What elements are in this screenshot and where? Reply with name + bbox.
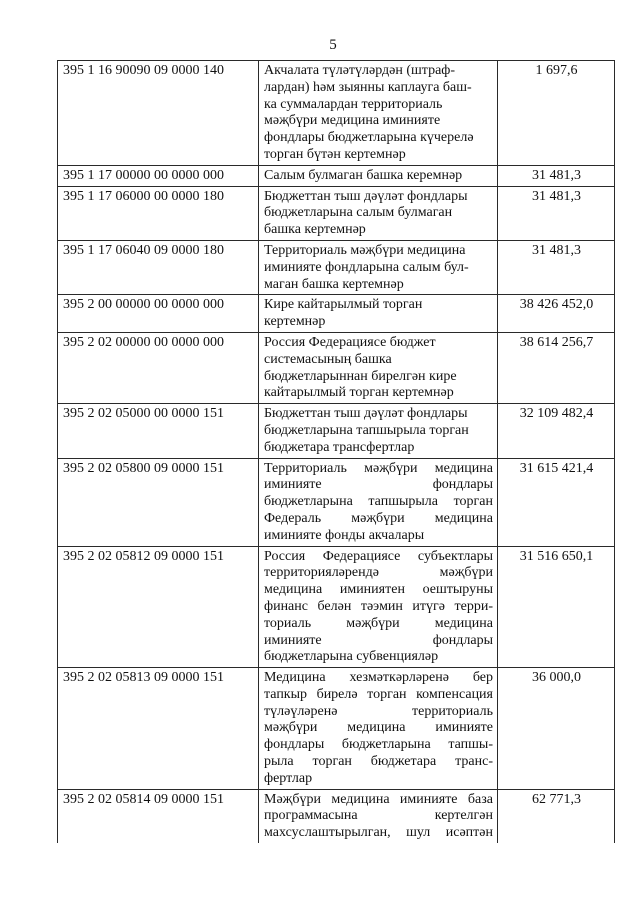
description-cell: [259, 332, 498, 403]
description-line: территорияләрендә мәҗбүри: [264, 565, 493, 581]
description-line: медицина иминиятен оештыруны: [264, 582, 493, 598]
description-cell: [259, 186, 498, 240]
description-line: бюджетларына салым булмаган: [264, 205, 453, 221]
budget-table-body: [58, 61, 615, 844]
description-line: Бюджеттан тыш дәүләт фондлары: [264, 406, 468, 422]
description-cell: [259, 165, 498, 186]
budget-code-cell: 395 2 02 05814 09 0000 151: [58, 789, 259, 843]
description-line: түләүләренә территориаль: [264, 703, 493, 719]
description-cell: [259, 546, 498, 668]
amount-cell: 31 615 421,4: [498, 458, 615, 546]
description-line: ка суммалардан территориаль: [264, 96, 443, 112]
description-line: системасының башка: [264, 351, 392, 367]
table-row: [58, 404, 615, 458]
description-line: бюджетларыннан бирелгән кире: [264, 368, 457, 384]
description-line: фондлары бюджетларына күчерелә: [264, 130, 474, 146]
page-number: 5: [329, 37, 337, 53]
amount-cell: 38 426 452,0: [498, 295, 615, 333]
description-line: фондлары бюджетларына тапшы-: [264, 737, 493, 753]
budget-code-cell: 395 2 02 05813 09 0000 151: [58, 668, 259, 790]
description-line: башка кертемнәр: [264, 222, 366, 238]
description-line: иминияте фонды акчалары: [264, 527, 425, 543]
description-line: мәҗбүри медицина иминияте: [264, 720, 493, 736]
description-line: бюджетара трансфертлар: [264, 439, 415, 455]
description-line: Бюджеттан тыш дәүләт фондлары: [264, 188, 468, 204]
description-line: Россия Федерациясе бюджет: [264, 334, 436, 350]
budget-code-cell: 395 2 02 05000 00 0000 151: [58, 404, 259, 458]
amount-cell: 38 614 256,7: [498, 332, 615, 403]
budget-code-cell: 395 1 16 90090 09 0000 140: [58, 61, 259, 166]
table-row: [58, 332, 615, 403]
budget-code-cell: 395 2 02 05812 09 0000 151: [58, 546, 259, 668]
description-line: лардан) һәм зыянны каплауга баш-: [264, 79, 472, 95]
budget-code-cell: 395 2 02 05800 09 0000 151: [58, 458, 259, 546]
amount-cell: 31 481,3: [498, 186, 615, 240]
description-line: иминияте фондлары: [264, 477, 493, 493]
description-line: бюджетларына тапшырыла торган: [264, 422, 469, 438]
description-line: Салым булмаган башка керемнәр: [264, 167, 463, 183]
amount-cell: 32 109 482,4: [498, 404, 615, 458]
amount-cell: 31 481,3: [498, 165, 615, 186]
description-line: Федераль мәҗбүри медицина: [264, 510, 493, 526]
table-row: [58, 789, 615, 843]
table-row: [58, 546, 615, 668]
description-cell: [259, 61, 498, 166]
amount-cell: 1 697,6: [498, 61, 615, 166]
description-cell: [259, 295, 498, 333]
table-row: [58, 240, 615, 294]
budget-code-cell: 395 2 00 00000 00 0000 000: [58, 295, 259, 333]
description-line: фертлар: [264, 770, 313, 786]
table-row: [58, 61, 615, 166]
amount-cell: 31 481,3: [498, 240, 615, 294]
description-line: рыла торган бюджетара транс-: [264, 754, 493, 770]
budget-code-cell: 395 1 17 06040 09 0000 180: [58, 240, 259, 294]
description-line: кертемнәр: [264, 314, 326, 330]
description-cell: [259, 458, 498, 546]
description-line: махсуслаштырылган, шул исәптән: [264, 825, 493, 841]
description-line: иминияте фондларына салым бул-: [264, 259, 469, 275]
description-line: Россия Федерациясе субъектлары: [264, 548, 493, 564]
table-row: [58, 165, 615, 186]
description-cell: [259, 789, 498, 843]
description-line: мәҗбүри медицина иминияте: [264, 113, 441, 129]
budget-code-cell: 395 1 17 00000 00 0000 000: [58, 165, 259, 186]
table-row: [58, 458, 615, 546]
budget-code-cell: 395 2 02 00000 00 0000 000: [58, 332, 259, 403]
amount-cell: 31 516 650,1: [498, 546, 615, 668]
table-row: [58, 668, 615, 790]
description-line: Мәҗбүри медицина иминияте база: [264, 791, 493, 807]
description-line: финанс белән тәэмин итүгә терри-: [264, 598, 493, 614]
description-line: Медицина хезмәткәрләренә бер: [264, 670, 493, 686]
description-line: Кире кайтарылмый торган: [264, 297, 423, 313]
description-line: бюджетларына субвенцияләр: [264, 649, 439, 665]
description-cell: [259, 404, 498, 458]
description-line: программасына кертелгән: [264, 808, 493, 824]
description-line: маган башка кертемнәр: [264, 276, 404, 292]
description-line: кайтарылмый торган кертемнәр: [264, 385, 454, 401]
amount-cell: 36 000,0: [498, 668, 615, 790]
table-row: [58, 186, 615, 240]
description-line: иминияте фондлары: [264, 632, 493, 648]
description-cell: [259, 240, 498, 294]
description-line: торган бүтән кертемнәр: [264, 146, 406, 162]
budget-table: [57, 60, 615, 843]
description-line: ториаль мәҗбүри медицина: [264, 615, 493, 631]
description-line: Территориаль мәҗбүри медицина: [264, 460, 493, 476]
amount-cell: 62 771,3: [498, 789, 615, 843]
description-line: тапкыр бирелә торган компенсация: [264, 686, 493, 702]
budget-code-cell: 395 1 17 06000 00 0000 180: [58, 186, 259, 240]
description-cell: [259, 668, 498, 790]
description-line: Территориаль мәҗбүри медицина: [264, 242, 466, 258]
description-line: Акчалата түләтүләрдән (штраф-: [264, 63, 456, 78]
description-line: бюджетларына тапшырыла торган: [264, 494, 493, 510]
table-row: [58, 295, 615, 333]
